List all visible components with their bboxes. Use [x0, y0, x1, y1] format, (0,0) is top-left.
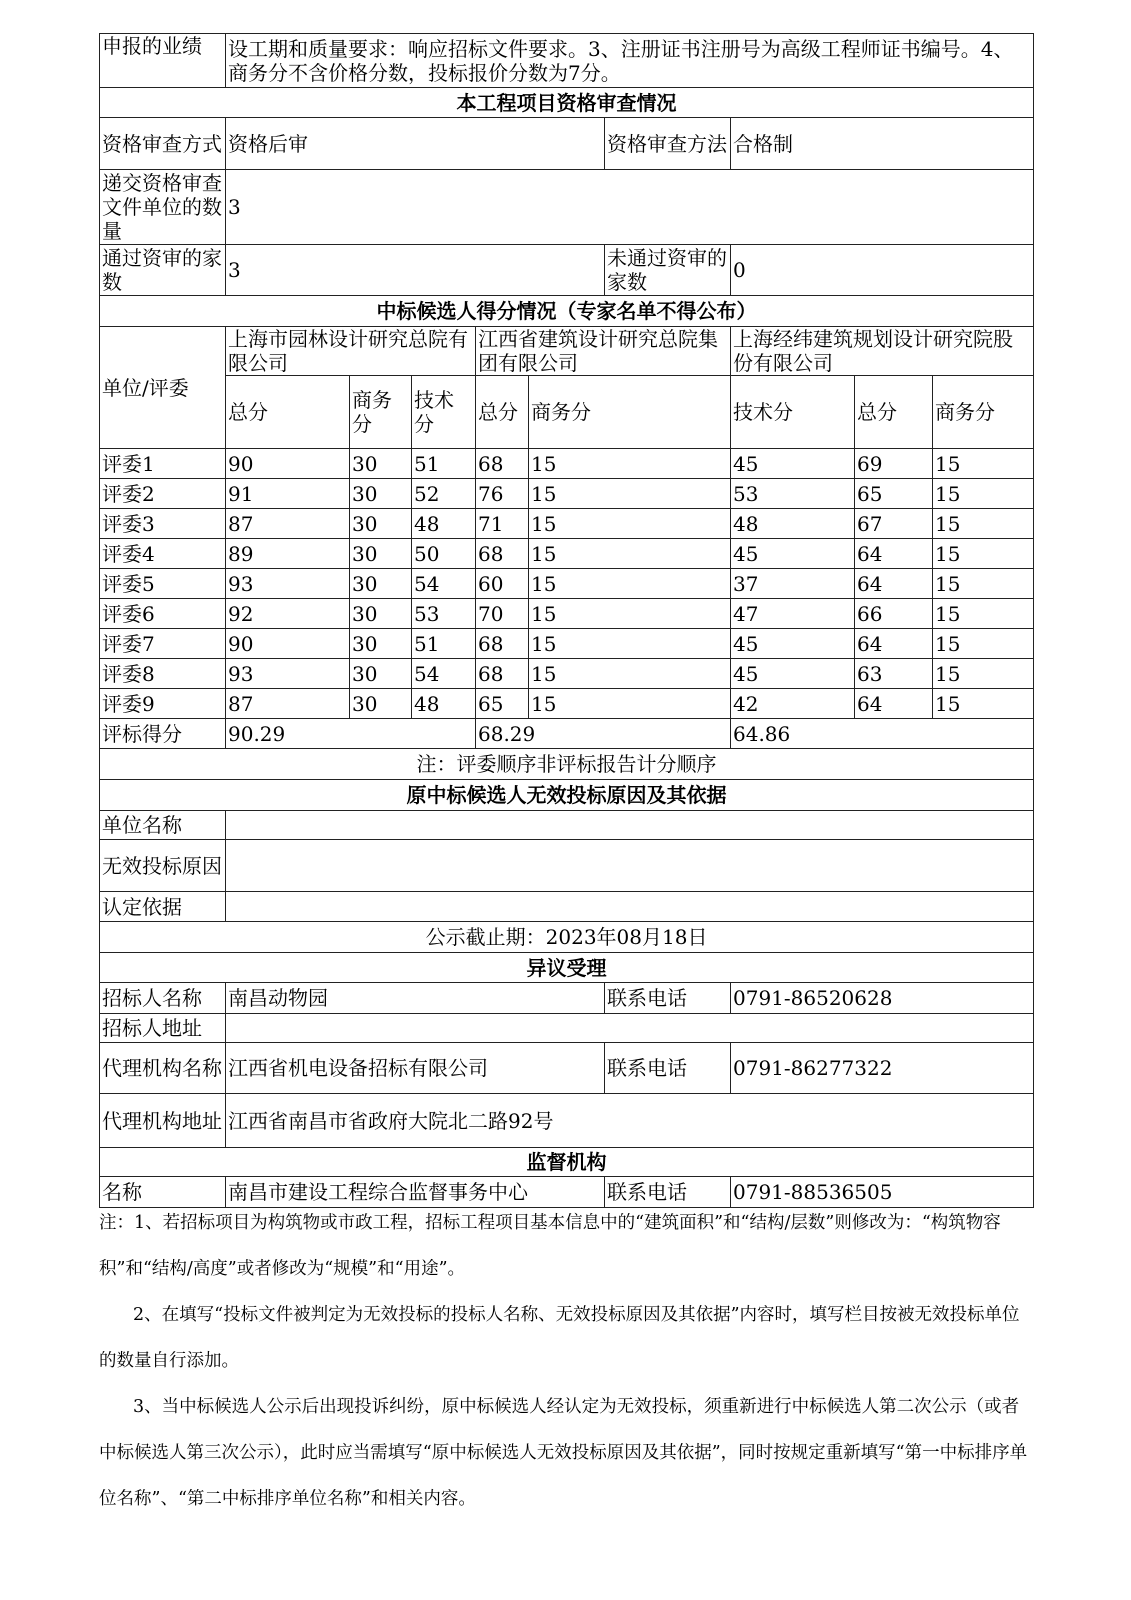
score-cell: 30 [350, 509, 412, 539]
sub-header: 总分 [855, 376, 933, 449]
score-cell: 30 [350, 689, 412, 719]
score-cell: 64 [855, 539, 933, 569]
agency-label: 代理机构名称 [100, 1043, 226, 1094]
score-cell: 15 [529, 659, 731, 689]
score-cell: 89 [226, 539, 350, 569]
sub-header: 技术分 [412, 376, 476, 449]
score-cell: 45 [731, 449, 855, 479]
score-cell: 65 [855, 479, 933, 509]
objection-header-row [100, 953, 1034, 983]
table-body-lower [100, 719, 1034, 1208]
score-cell: 48 [412, 509, 476, 539]
agency-address-value: 江西省南昌市省政府大院北二路92号 [226, 1094, 1034, 1148]
passed-label: 通过资审的家数 [100, 245, 226, 296]
company-name: 江西省建筑设计研究总院集团有限公司 [476, 327, 731, 376]
score-cell: 15 [529, 629, 731, 659]
tenderer-value: 南昌动物园 [226, 983, 605, 1014]
method-value: 资格后审 [226, 118, 605, 170]
score-cell: 15 [933, 629, 1034, 659]
performance-label: 申报的业绩 [100, 34, 226, 88]
approach-value: 合格制 [731, 118, 1034, 170]
tenderer-address-row [100, 1014, 1034, 1043]
agency-address-row [100, 1094, 1034, 1148]
phone-label: 联系电话 [605, 1177, 731, 1208]
invalid-header-row [100, 780, 1034, 811]
passed-row [100, 245, 1034, 296]
score-cell: 68 [476, 539, 529, 569]
judge-row [100, 689, 1034, 719]
score-cell: 68 [476, 449, 529, 479]
sub-header: 技术分 [731, 376, 855, 449]
score-cell: 37 [731, 569, 855, 599]
score-cell: 45 [731, 629, 855, 659]
qualification-title: 本工程项目资格审查情况 [100, 88, 1034, 118]
score-cell: 51 [412, 629, 476, 659]
sub-header: 商务分 [933, 376, 1034, 449]
supervision-header-row [100, 1148, 1034, 1177]
score-cell: 63 [855, 659, 933, 689]
score-cell: 15 [933, 479, 1034, 509]
judge-row [100, 539, 1034, 569]
score-cell: 45 [731, 659, 855, 689]
score-cell: 30 [350, 659, 412, 689]
failed-label: 未通过资审的家数 [605, 245, 731, 296]
score-cell: 30 [350, 449, 412, 479]
footnotes [99, 1200, 1033, 1522]
score-cell: 64 [855, 569, 933, 599]
score-cell: 15 [529, 539, 731, 569]
score-cell: 53 [412, 599, 476, 629]
score-cell: 15 [933, 539, 1034, 569]
score-cell: 64 [855, 629, 933, 659]
score-cell: 15 [529, 689, 731, 719]
score-cell: 90 [226, 449, 350, 479]
judge-row [100, 509, 1034, 539]
score-cell: 66 [855, 599, 933, 629]
agency-value: 江西省机电设备招标有限公司 [226, 1043, 605, 1094]
judge-name: 评委2 [100, 479, 226, 509]
score-cell: 45 [731, 539, 855, 569]
agency-phone: 0791-86277322 [731, 1043, 1034, 1094]
score-cell: 15 [529, 509, 731, 539]
footnote: 3、当中标候选人公示后出现投诉纠纷，原中标候选人经认定为无效投标，须重新进行中标候选人第二次公示（或者中标候选人第三次公示），此时应当需填写“原中标候选人无效投标原因及其依据”，同时按规定重新填写“第一中标排序单位名称”、“第二中标排序单位名称”和相关内容。 [99, 1397, 1028, 1509]
sub-header: 总分 [226, 376, 350, 449]
final-score-row [100, 719, 1034, 749]
score-cell: 30 [350, 539, 412, 569]
company-header-row [100, 327, 1034, 376]
invalid-basis-row [100, 892, 1034, 922]
score-cell: 87 [226, 689, 350, 719]
judge-name: 评委7 [100, 629, 226, 659]
scores-note: 注：评委顺序非评标报告计分顺序 [100, 749, 1034, 780]
score-cell: 15 [933, 599, 1034, 629]
deadline-text: 公示截止期：2023年08月18日 [100, 922, 1034, 953]
unit-name-label: 单位名称 [100, 811, 226, 840]
score-cell: 48 [412, 689, 476, 719]
judge-name: 评委6 [100, 599, 226, 629]
supervision-phone: 0791-88536505 [731, 1177, 1034, 1208]
sub-header-row [100, 376, 1034, 449]
score-cell: 87 [226, 509, 350, 539]
scores-note-row [100, 749, 1034, 780]
tenderer-address-value [226, 1014, 1034, 1043]
supervision-name-value: 南昌市建设工程综合监督事务中心 [226, 1177, 605, 1208]
unit-name-value [226, 811, 1034, 840]
score-cell: 15 [529, 479, 731, 509]
invalid-reason-row [100, 840, 1034, 892]
basis-label: 认定依据 [100, 892, 226, 922]
agency-row [100, 1043, 1034, 1094]
score-cell: 91 [226, 479, 350, 509]
score-cell: 15 [529, 449, 731, 479]
score-cell: 15 [933, 509, 1034, 539]
score-cell: 15 [933, 449, 1034, 479]
score-cell: 54 [412, 569, 476, 599]
score-cell: 48 [731, 509, 855, 539]
score-cell: 15 [933, 569, 1034, 599]
submitted-value: 3 [226, 170, 1034, 245]
score-cell: 90 [226, 629, 350, 659]
footnote: 注：1、若招标项目为构筑物或市政工程，招标工程项目基本信息中的“建筑面积”和“结构/层数”则修改为：“构筑物容积”和“结构/高度”或者修改为“规模”和“用途”。 [99, 1213, 1001, 1279]
company-name: 上海市园林设计研究总院有限公司 [226, 327, 476, 376]
score-cell: 15 [933, 659, 1034, 689]
phone-label: 联系电话 [605, 983, 731, 1014]
footnote: 2、在填写“投标文件被判定为无效投标的投标人名称、无效投标原因及其依据”内容时，填写栏目按被无效投标单位的数量自行添加。 [99, 1305, 1020, 1371]
deadline-row [100, 922, 1034, 953]
score-cell: 30 [350, 629, 412, 659]
score-cell: 30 [350, 479, 412, 509]
judge-row [100, 449, 1034, 479]
score-cell: 71 [476, 509, 529, 539]
performance-row [100, 34, 1034, 88]
score-cell: 30 [350, 569, 412, 599]
sub-header: 总分 [476, 376, 529, 449]
tenderer-label: 招标人名称 [100, 983, 226, 1014]
qualification-header-row [100, 88, 1034, 118]
reason-value [226, 840, 1034, 892]
score-cell: 30 [350, 599, 412, 629]
performance-text: 设工期和质量要求：响应招标文件要求。3、注册证书注册号为高级工程师证书编号。4、商务分不含价格分数，投标报价分数为7分。 [226, 34, 1034, 88]
judge-name: 评委9 [100, 689, 226, 719]
basis-value [226, 892, 1034, 922]
judge-name: 评委5 [100, 569, 226, 599]
supervision-title: 监督机构 [100, 1148, 1034, 1177]
tenderer-row [100, 983, 1034, 1014]
scores-title: 中标候选人得分情况（专家名单不得公布） [100, 296, 1034, 327]
sub-header: 商务分 [350, 376, 412, 449]
score-cell: 67 [855, 509, 933, 539]
final-score: 90.29 [226, 719, 476, 749]
failed-value: 0 [731, 245, 1034, 296]
score-cell: 52 [412, 479, 476, 509]
phone-label: 联系电话 [605, 1043, 731, 1094]
score-cell: 93 [226, 659, 350, 689]
agency-address-label: 代理机构地址 [100, 1094, 226, 1148]
tender-result-table [99, 33, 1034, 1208]
score-cell: 50 [412, 539, 476, 569]
score-cell: 53 [731, 479, 855, 509]
score-cell: 68 [476, 659, 529, 689]
reason-label: 无效投标原因 [100, 840, 226, 892]
table-body [100, 34, 1034, 449]
score-cell: 65 [476, 689, 529, 719]
approach-label: 资格审查方法 [605, 118, 731, 170]
judge-name: 评委3 [100, 509, 226, 539]
score-cell: 54 [412, 659, 476, 689]
judge-name: 评委8 [100, 659, 226, 689]
score-cell: 93 [226, 569, 350, 599]
objection-title: 异议受理 [100, 953, 1034, 983]
score-cell: 69 [855, 449, 933, 479]
judge-row [100, 479, 1034, 509]
final-score: 64.86 [731, 719, 1034, 749]
score-cell: 70 [476, 599, 529, 629]
score-cell: 42 [731, 689, 855, 719]
final-score-label: 评标得分 [100, 719, 226, 749]
judge-rows [100, 449, 1034, 719]
judge-row [100, 629, 1034, 659]
sub-header: 商务分 [529, 376, 731, 449]
judge-name: 评委4 [100, 539, 226, 569]
qualification-method-row [100, 118, 1034, 170]
tenderer-phone: 0791-86520628 [731, 983, 1034, 1014]
supervision-name-label: 名称 [100, 1177, 226, 1208]
passed-value: 3 [226, 245, 605, 296]
invalid-unit-row [100, 811, 1034, 840]
final-score: 68.29 [476, 719, 731, 749]
score-cell: 68 [476, 629, 529, 659]
score-cell: 64 [855, 689, 933, 719]
judge-name: 评委1 [100, 449, 226, 479]
submitted-row [100, 170, 1034, 245]
score-cell: 51 [412, 449, 476, 479]
score-cell: 60 [476, 569, 529, 599]
score-cell: 15 [529, 569, 731, 599]
tenderer-address-label: 招标人地址 [100, 1014, 226, 1043]
unit-judge-label: 单位/评委 [100, 327, 226, 449]
score-cell: 47 [731, 599, 855, 629]
scores-header-row [100, 296, 1034, 327]
method-label: 资格审查方式 [100, 118, 226, 170]
score-cell: 15 [933, 689, 1034, 719]
score-cell: 15 [529, 599, 731, 629]
judge-row [100, 659, 1034, 689]
judge-row [100, 569, 1034, 599]
invalid-title: 原中标候选人无效投标原因及其依据 [100, 780, 1034, 811]
company-name: 上海经纬建筑规划设计研究院股份有限公司 [731, 327, 1034, 376]
score-cell: 76 [476, 479, 529, 509]
submitted-label: 递交资格审查文件单位的数量 [100, 170, 226, 245]
judge-row [100, 599, 1034, 629]
score-cell: 92 [226, 599, 350, 629]
